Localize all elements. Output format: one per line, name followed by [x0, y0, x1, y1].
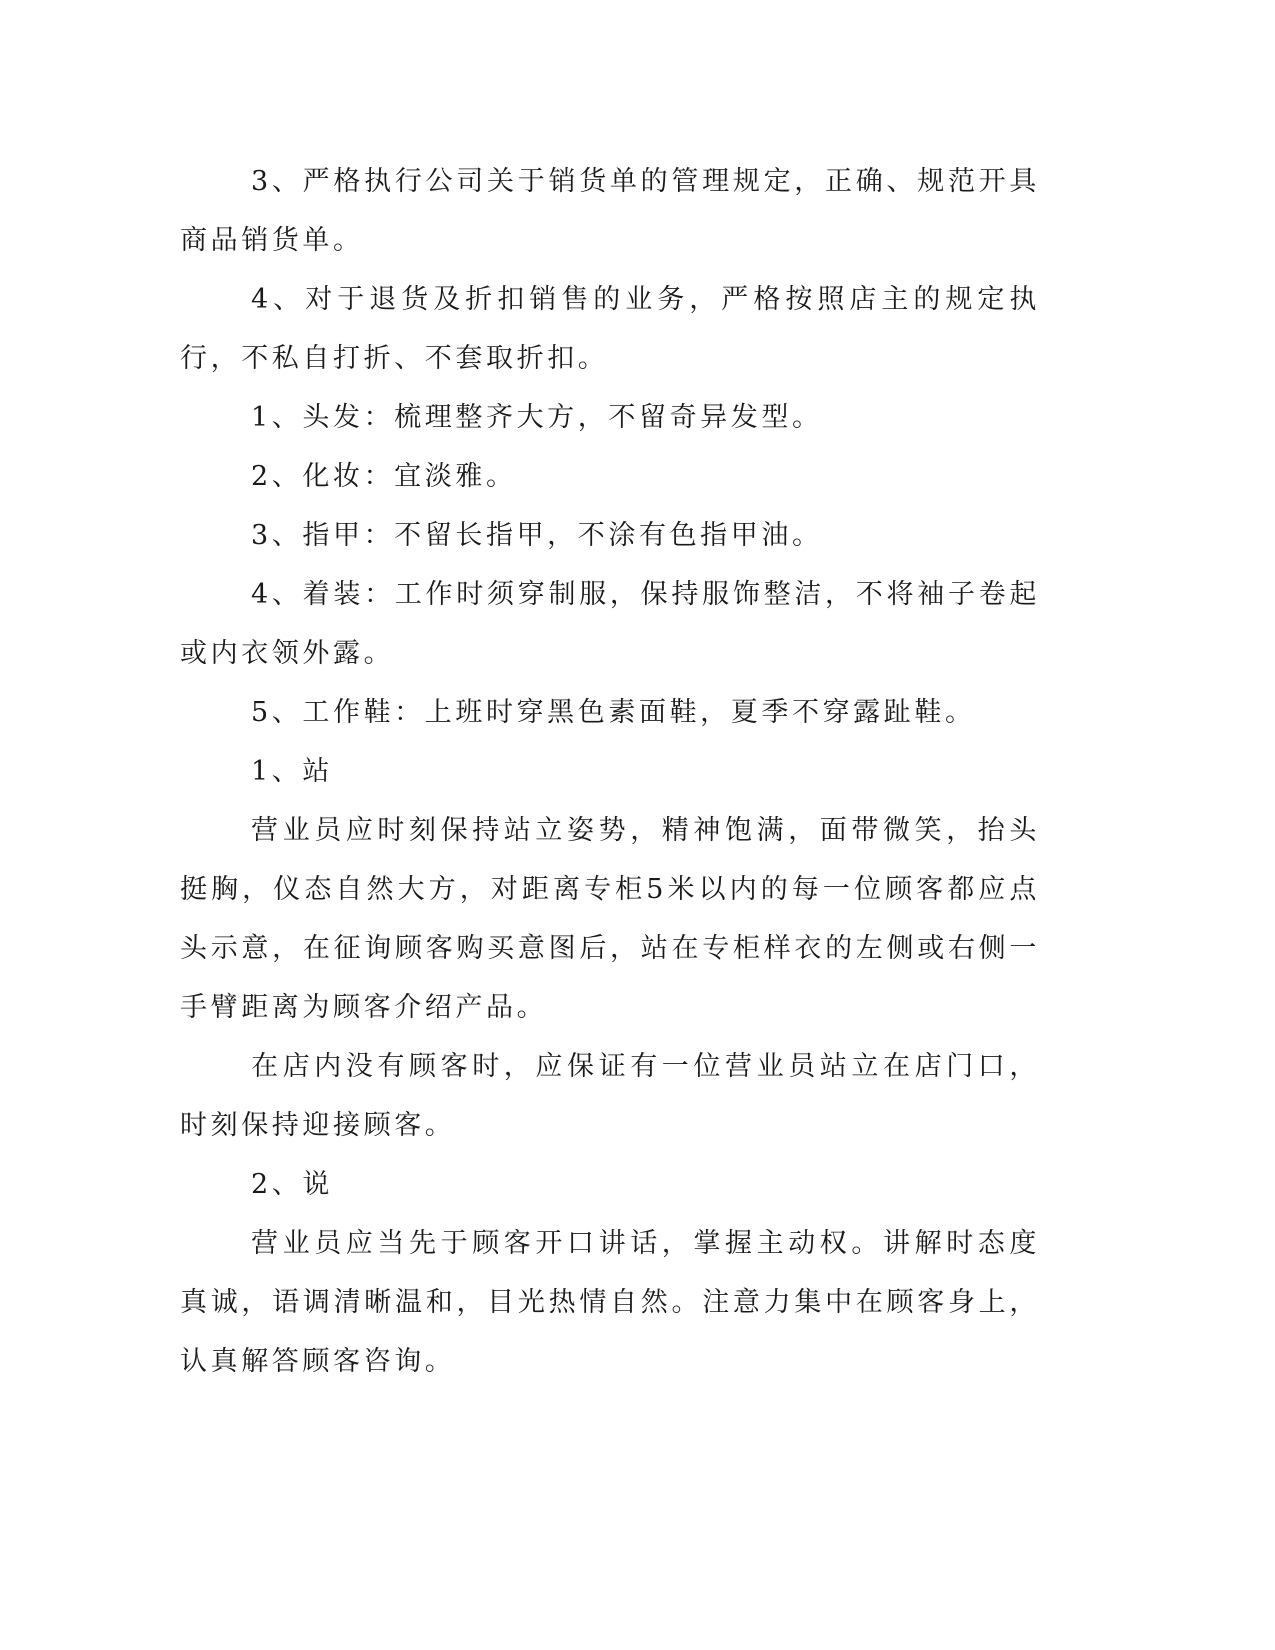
paragraph-makeup: 2、化妆：宜淡雅。	[251, 461, 517, 492]
paragraph-hair: 1、头发：梳理整齐大方，不留奇异发型。	[251, 402, 823, 433]
paragraph-work-shoes: 5、工作鞋：上班时穿黑色素面鞋，夏季不穿露趾鞋。	[251, 697, 976, 728]
paragraph-attire: 4、着装：工作时须穿制服，保持服饰整洁，不将袖子卷起或内衣领外露。	[180, 579, 1040, 669]
paragraph-returns-discount: 4、对于退货及折扣销售的业务，严格按照店主的规定执行，不私自打折、不套取折扣。	[180, 284, 1040, 374]
paragraph-door-greeting: 在店内没有顾客时，应保证有一位营业员站立在店门口，时刻保持迎接顾客。	[180, 1051, 1040, 1141]
paragraph-standing-posture: 营业员应时刻保持站立姿势，精神饱满，面带微笑，抬头挺胸，仪态自然大方，对距离专柜5米以内的每一位顾客都应点头示意，在征询顾客购买意图后，站在专柜样衣的左侧或右侧一手臂距离为顾客介绍产品。	[180, 815, 1040, 1023]
paragraph-sales-slip: 3、严格执行公司关于销货单的管理规定，正确、规范开具商品销货单。	[180, 166, 1040, 256]
heading-standing: 1、站	[251, 756, 333, 787]
heading-speaking: 2、说	[251, 1169, 333, 1200]
document-body	[180, 152, 1040, 1391]
paragraph-speaking-manner: 营业员应当先于顾客开口讲话，掌握主动权。讲解时态度真诚，语调清晰温和，目光热情自然。注意力集中在顾客身上，认真解答顾客咨询。	[180, 1228, 1040, 1377]
paragraph-nails: 3、指甲：不留长指甲，不涂有色指甲油。	[251, 520, 823, 551]
